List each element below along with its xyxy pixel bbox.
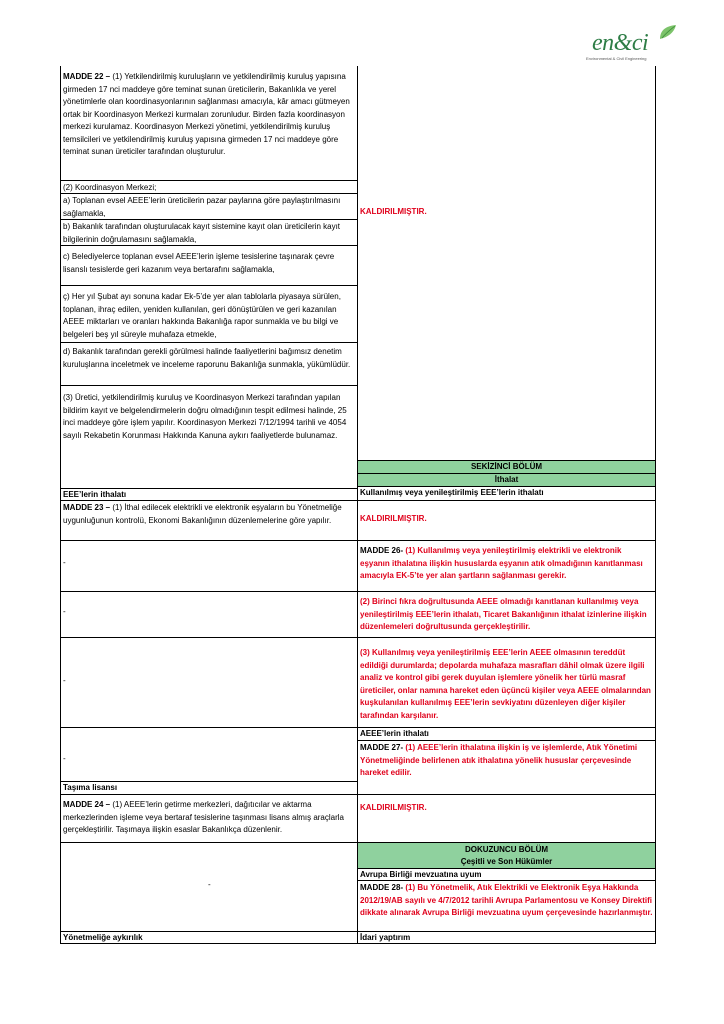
article-body: (1) Kullanılmış veya yenileştirilmiş elektrikli ve elektronik eşyanın ithalatına ilişkin hususlarda eşyanın atık olmadığının kanıtlanması amacıyla EK-5’te yer alan şartların sağlanması gerekir. [360, 546, 643, 580]
row-divider [357, 794, 656, 795]
paragraph-c: c) Belediyelerce toplanan evsel AEEE’lerin işleme tesislerine taşınarak çevre lisanslı tesislerde geri kazanım veya bertarafını sağlamakla, [63, 252, 335, 274]
row-divider [60, 342, 358, 343]
madde-27-text [358, 740, 655, 794]
article-body: (1) Bu Yönetmelik, Atık Elektrikli ve Elektronik Eşya Hakkında 2012/19/AB sayılı ve 4/7/2012 tarihli Avrupa Parlamentosu ve Konsey Direktifi dikkate alınarak Avrupa Birliği mevzuatına uyum çerçevesinde hazırlanmıştır. [360, 883, 653, 917]
article-label: MADDE 27- [360, 743, 404, 752]
empty-cell-dash: - [63, 676, 66, 685]
row-divider [357, 540, 656, 541]
row-divider [60, 943, 358, 944]
paragraph-a: a) Toplanan evsel AEEE’lerin üreticilerin pazar paylarına göre paylaştırılmasını sağlamakla, [63, 196, 341, 218]
madde-26-p2: (2) Birinci fıkra doğrultusunda AEEE olmadığı kanıtlanan kullanılmış veya yenileştirilmiş EEE’lerin ithalatı, Ticaret Bakanlığının ithalat izinlerine ilişkin düzenlemeleri doğrultusunda gerçekleştirilir. [360, 597, 647, 631]
paragraph-3: (3) Üretici, yetkilendirilmiş kuruluş ve Koordinasyon Merkezi tarafından yapılan bildirim kayıt ve belgelendirmelerin doğru olmadığının tespit edilmesi halinde, 25 inci maddeye göre işlem yapılır. Koordinasyon Merkezi 7/12/1994 tarihli ve 4054 sayılı Rekabetin Korunması Hakkında Kanuna aykırı faaliyetlerde bulunamaz. [63, 393, 347, 440]
section-subheader-cesitli: Çeşitli ve Son Hükümler [358, 856, 655, 868]
company-logo [586, 24, 696, 66]
eee-ithalati-title: EEE’lerin ithalatı [63, 490, 127, 499]
empty-cell-dash: - [63, 607, 66, 616]
row-divider [357, 591, 656, 592]
paragraph-cc: ç) Her yıl Şubat ayı sonuna kadar Ek-5’de yer alan tablolarla piyasaya sürülen, toplanan, ihraç edilen, yeniden kullanılan, geri dönüştürülen ve geri kazanılan AEEE miktarları ve oranları hakkında Bakanlığa rapor sunmakla ve bu bilgi ve belgeleri beş yıl süreyle muhafaza etmekle, [63, 292, 341, 339]
row-divider [60, 540, 358, 541]
row-divider [357, 637, 656, 638]
idari-yaptirim-title: İdari yaptırım [360, 933, 411, 942]
aykirilik-title: Yönetmeliğe aykırılık [63, 933, 143, 942]
section-header-9: DOKUZUNCU BÖLÜM [358, 843, 655, 856]
article-body: (1) AEEE’lerin getirme merkezleri, dağıtıcılar ve aktarma merkezlerinden işleme veya bertaraf tesislerine taşınması lisans almış araçlarla gerçekleştirilir. Taşımaya ilişkin esaslar Bakanlıkça düzenlenir. [63, 800, 344, 834]
empty-cell-dash: - [208, 880, 211, 889]
table-border-right [655, 66, 656, 943]
row-divider [357, 500, 656, 501]
empty-cell-dash: - [63, 754, 66, 763]
paragraph-2: (2) Koordinasyon Merkezi; [63, 183, 157, 192]
row-divider [60, 842, 358, 843]
madde-26-p1 [358, 543, 655, 589]
row-divider [60, 245, 358, 246]
article-label: MADDE 28- [360, 883, 404, 892]
row-divider [357, 943, 656, 944]
article-body: (1) AEEE’lerin ithalatına ilişkin iş ve işlemlerde, Atık Yönetimi Yönetmeliğinde belirlenen atık ithalatına yönelik hususlar çerçevesinde hareket edilir. [360, 743, 638, 777]
madde-26-p3: (3) Kullanılmış veya yenileştirilmiş EEE’lerin AEEE olmasının tereddüt edildiği durumlarda; depolarda muhafaza masrafları dâhil olmak üzere ilgili analiz ve kontrol gibi gerek duyulan işlemlere yönelik her türlü masraf üreticiler, onlar namına hareket eden üçüncü kişiler veya AEEE olmalarından kuşkulanılan kullanılmış EEE’lerin sevkiyatını düzenleyen diğer kişiler tarafından karşılanır. [360, 648, 651, 720]
article-label: MADDE 24 – [63, 800, 111, 809]
ab-uyum-title: Avrupa Birliği mevzuatına uyum [360, 870, 482, 879]
removed-note-24: KALDIRILMIŞTIR. [360, 803, 427, 812]
removed-note-22: KALDIRILMIŞTIR. [360, 207, 427, 216]
row-divider [60, 385, 358, 386]
logo-wordmark: en&ci [592, 30, 649, 56]
paragraph-d: d) Bakanlık tarafından gerekli görülmesi halinde faaliyetlerini bağımsız denetim kuruluşlarına inceletmek ve inceleme raporunu Bakanlığa sunmakla, yükümlüdür. [63, 347, 351, 369]
row-divider [60, 591, 358, 592]
row-divider [60, 637, 358, 638]
removed-note-23: KALDIRILMIŞTIR. [360, 514, 427, 523]
article-label: MADDE 23 – [63, 503, 111, 512]
table-border-middle [357, 66, 358, 943]
madde-28-text [358, 880, 655, 931]
tasima-lisansi-title: Taşıma lisansı [63, 783, 118, 792]
row-divider [60, 727, 358, 728]
madde-24-text [61, 797, 357, 842]
section-header-8: SEKİZİNCİ BÖLÜM [358, 461, 655, 473]
article-body: (1) Yetkilendirilmiş kuruluşların ve yetkilendirilmiş kuruluş yapısına girmeden 17 nci maddeye göre teminat sunan üreticilerin, Bakanlıkla ve yerel yönetimlerle olan koordinasyonlarının sağlanması amacıyla, kâr amacı gütmeyen ortak bir Koordinasyon Merkezi kurmaları zorunludur. Birden fazla koordinasyon merkezi kurulamaz. Koordinasyon Merkezi yönetimi, yetkilendirilmiş kuruluş temsilcileri ve yetkilendirilmiş kuruluş yapısına girmeden 17 nci maddeye göre teminat sunan üreticiler tarafından oluşturulur. [63, 72, 350, 156]
madde-23-text [61, 500, 357, 540]
row-divider [60, 794, 358, 795]
article-label: MADDE 22 – [63, 72, 111, 81]
logo-tagline: Environmental & Civil Engineering [586, 56, 647, 61]
paragraph-b: b) Bakanlık tarafından oluşturulacak kayıt sistemine kayıt olan üreticilerin kayıt bilgilerinin doğrulamasını sağlamakla, [63, 222, 341, 244]
row-divider [60, 285, 358, 286]
empty-cell-dash: - [63, 558, 66, 567]
aeee-ithalati-title: AEEE’lerin ithalatı [360, 729, 429, 738]
leaf-icon [656, 24, 678, 40]
section-subheader-ithalat: İthalat [358, 474, 655, 486]
kullanilmis-eee-title: Kullanılmış veya yenileştirilmiş EEE’lerin ithalatı [360, 488, 544, 497]
madde-22-text [61, 69, 357, 180]
article-label: MADDE 26- [360, 546, 404, 555]
article-body: (1) İthal edilecek elektrikli ve elektronik eşyaların bu Yönetmeliğe uygunluğunun kontrolü, Ekonomi Bakanlığının düzenlemelerine göre yapılır. [63, 503, 342, 525]
